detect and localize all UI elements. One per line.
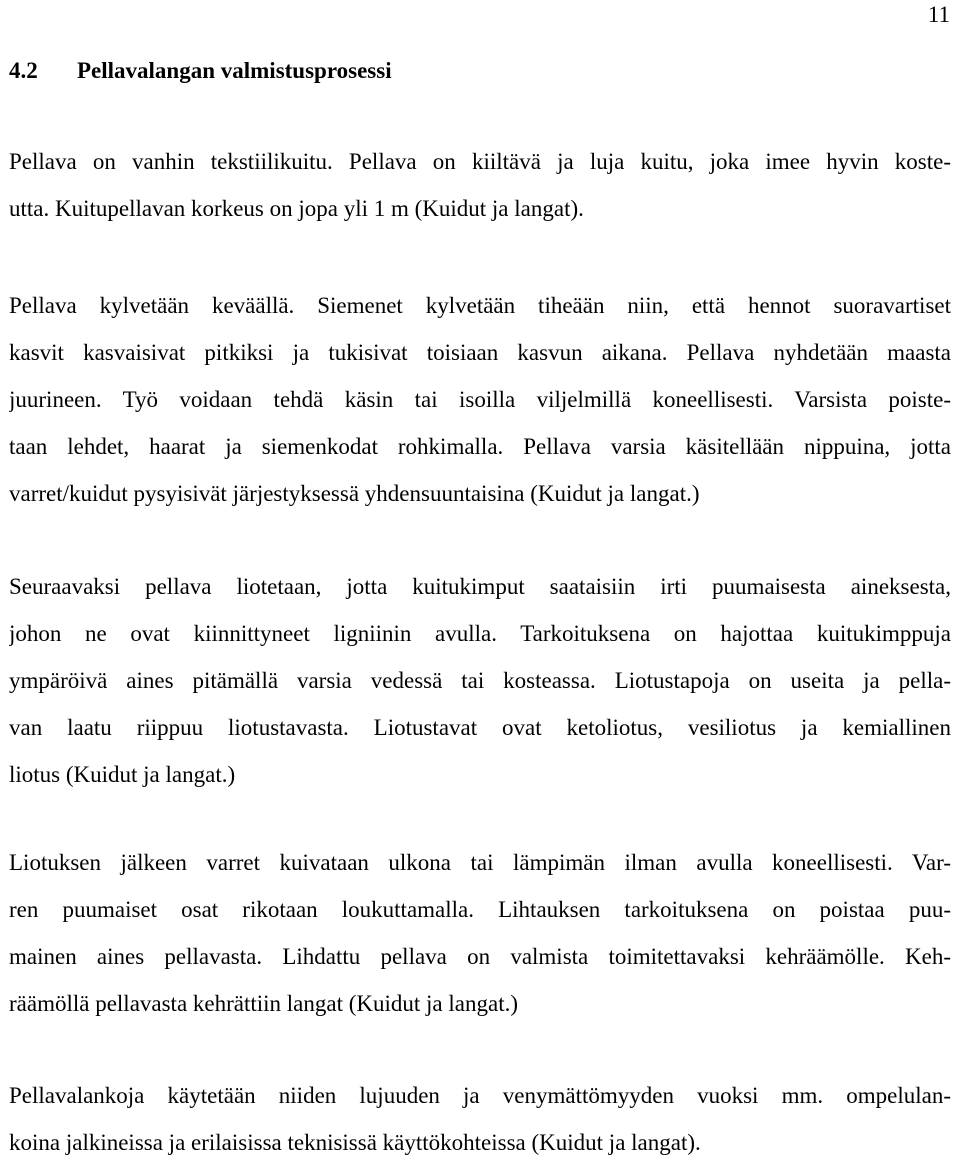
paragraph-line: taan lehdet, haarat ja siemenkodat rohkimalla. Pellava varsia käsitellään nippuina, jotta [9,434,951,459]
paragraph-line: juurineen. Työ voidaan tehdä käsin tai isoilla viljelmillä koneellisesti. Varsista poiste- [9,387,951,412]
paragraph-line: van laatu riippuu liotustavasta. Liotustavat ovat ketoliotus, vesiliotus ja kemiallinen [9,715,951,740]
paragraph-2 [9,282,951,517]
paragraph-3 [9,563,951,798]
paragraph-line: Pellavalankoja käytetään niiden lujuuden ja venymättömyyden vuoksi mm. ompelulan- [9,1083,951,1108]
paragraph-1 [9,138,951,232]
paragraph-line: Seuraavaksi pellava liotetaan, jotta kuitukimput saataisiin irti puumaisesta aineksesta, [9,574,951,599]
paragraph-line: mainen aines pellavasta. Lihdattu pellava on valmista toimitettavaksi kehräämölle. Keh- [9,944,951,969]
paragraph-line: koina jalkineissa ja erilaisissa teknisissä käyttökohteissa (Kuidut ja langat). [9,1130,701,1155]
paragraph-4 [9,839,951,1027]
paragraph-line: Pellava kylvetään keväällä. Siemenet kylvetään tiheään niin, että hennot suoravartiset [9,293,951,318]
section-title: Pellavalangan valmistusprosessi [77,58,392,83]
paragraph-line: kasvit kasvaisivat pitkiksi ja tukisivat toisiaan kasvun aikana. Pellava nyhdetään maasta [9,340,951,365]
paragraph-line: räämöllä pellavasta kehrättiin langat (Kuidut ja langat.) [9,991,518,1016]
paragraph-line: liotus (Kuidut ja langat.) [9,762,236,787]
page-number: 11 [927,2,950,27]
paragraph-line: Liotuksen jälkeen varret kuivataan ulkona tai lämpimän ilman avulla koneellisesti. Var- [9,850,951,875]
paragraph-line: utta. Kuitupellavan korkeus on jopa yli 1 m (Kuidut ja langat). [9,196,584,221]
section-heading [9,58,392,84]
paragraph-line: ren puumaiset osat rikotaan loukuttamalla. Lihtauksen tarkoituksena on poistaa puu- [9,897,951,922]
paragraph-5 [9,1072,951,1166]
paragraph-line: ympäröivä aines pitämällä varsia vedessä tai kosteassa. Liotustapoja on useita ja pella- [9,668,951,693]
paragraph-line: Pellava on vanhin tekstiilikuitu. Pellava on kiiltävä ja luja kuitu, joka imee hyvin koste- [9,149,951,174]
paragraph-line: johon ne ovat kiinnittyneet ligniinin avulla. Tarkoituksena on hajottaa kuitukimppuja [9,621,951,646]
section-number: 4.2 [9,58,38,83]
paragraph-line: varret/kuidut pysyisivät järjestyksessä yhdensuuntaisina (Kuidut ja langat.) [9,481,700,506]
